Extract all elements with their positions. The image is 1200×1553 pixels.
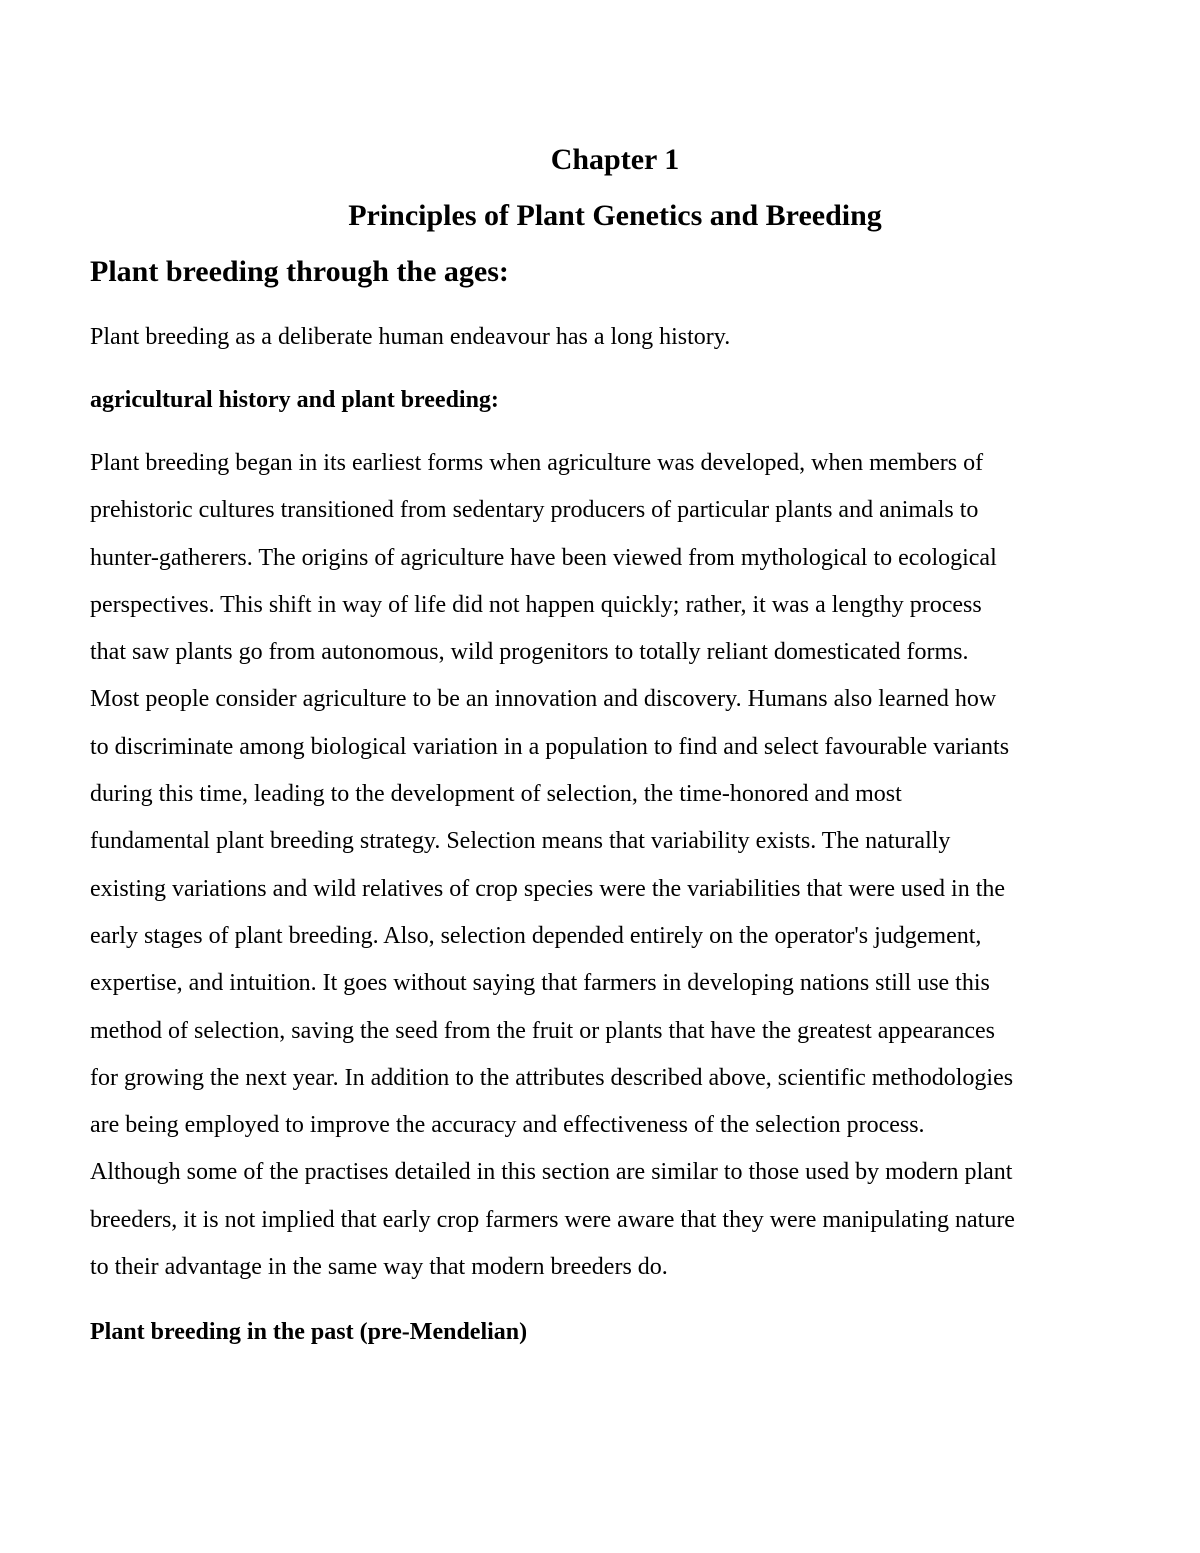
body-paragraph xyxy=(90,447,1160,1298)
chapter-title: Principles of Plant Genetics and Breeding xyxy=(348,199,882,232)
chapter-label: Chapter 1 xyxy=(550,143,680,176)
paragraph-line: hunter-gatherers. The origins of agriculture have been viewed from mythological to ecological xyxy=(90,544,997,571)
intro-paragraph: Plant breeding as a deliberate human endeavour has a long history. xyxy=(90,324,731,350)
paragraph-line: breeders, it is not implied that early crop farmers were aware that they were manipulating nature xyxy=(90,1206,1015,1233)
subheading-agricultural-history: agricultural history and plant breeding: xyxy=(90,387,499,413)
paragraph-line: early stages of plant breeding. Also, selection depended entirely on the operator's judgement, xyxy=(90,922,982,949)
paragraph-line: existing variations and wild relatives of crop species were the variabilities that were used in the xyxy=(90,875,1006,902)
paragraph-line: Although some of the practises detailed in this section are similar to those used by modern plant xyxy=(90,1159,1013,1186)
paragraph-line: that saw plants go from autonomous, wild progenitors to totally reliant domesticated forms. xyxy=(90,639,969,666)
paragraph-line: are being employed to improve the accuracy and effectiveness of the selection process. xyxy=(90,1112,925,1139)
section-heading: Plant breeding through the ages: xyxy=(90,255,509,288)
paragraph-line: to discriminate among biological variation in a population to find and select favourable variants xyxy=(90,733,1010,760)
paragraph-line: expertise, and intuition. It goes without saying that farmers in developing nations still use this xyxy=(90,970,990,997)
paragraph-line: Plant breeding began in its earliest forms when agriculture was developed, when members of xyxy=(90,450,984,476)
paragraph-line: to their advantage in the same way that modern breeders do. xyxy=(90,1254,668,1281)
paragraph-line: fundamental plant breeding strategy. Selection means that variability exists. The naturally xyxy=(90,828,951,855)
paragraph-line: Most people consider agriculture to be an innovation and discovery. Humans also learned how xyxy=(90,686,997,713)
paragraph-line: during this time, leading to the development of selection, the time-honored and most xyxy=(90,781,902,808)
subheading-pre-mendelian: Plant breeding in the past (pre-Mendelian) xyxy=(90,1319,528,1345)
paragraph-line: method of selection, saving the seed from the fruit or plants that have the greatest appearances xyxy=(90,1017,996,1044)
paragraph-line: for growing the next year. In addition to the attributes described above, scientific methodologies xyxy=(90,1064,1014,1091)
paragraph-line: perspectives. This shift in way of life did not happen quickly; rather, it was a lengthy process xyxy=(90,591,982,618)
paragraph-line: prehistoric cultures transitioned from sedentary producers of particular plants and animals to xyxy=(90,497,979,524)
